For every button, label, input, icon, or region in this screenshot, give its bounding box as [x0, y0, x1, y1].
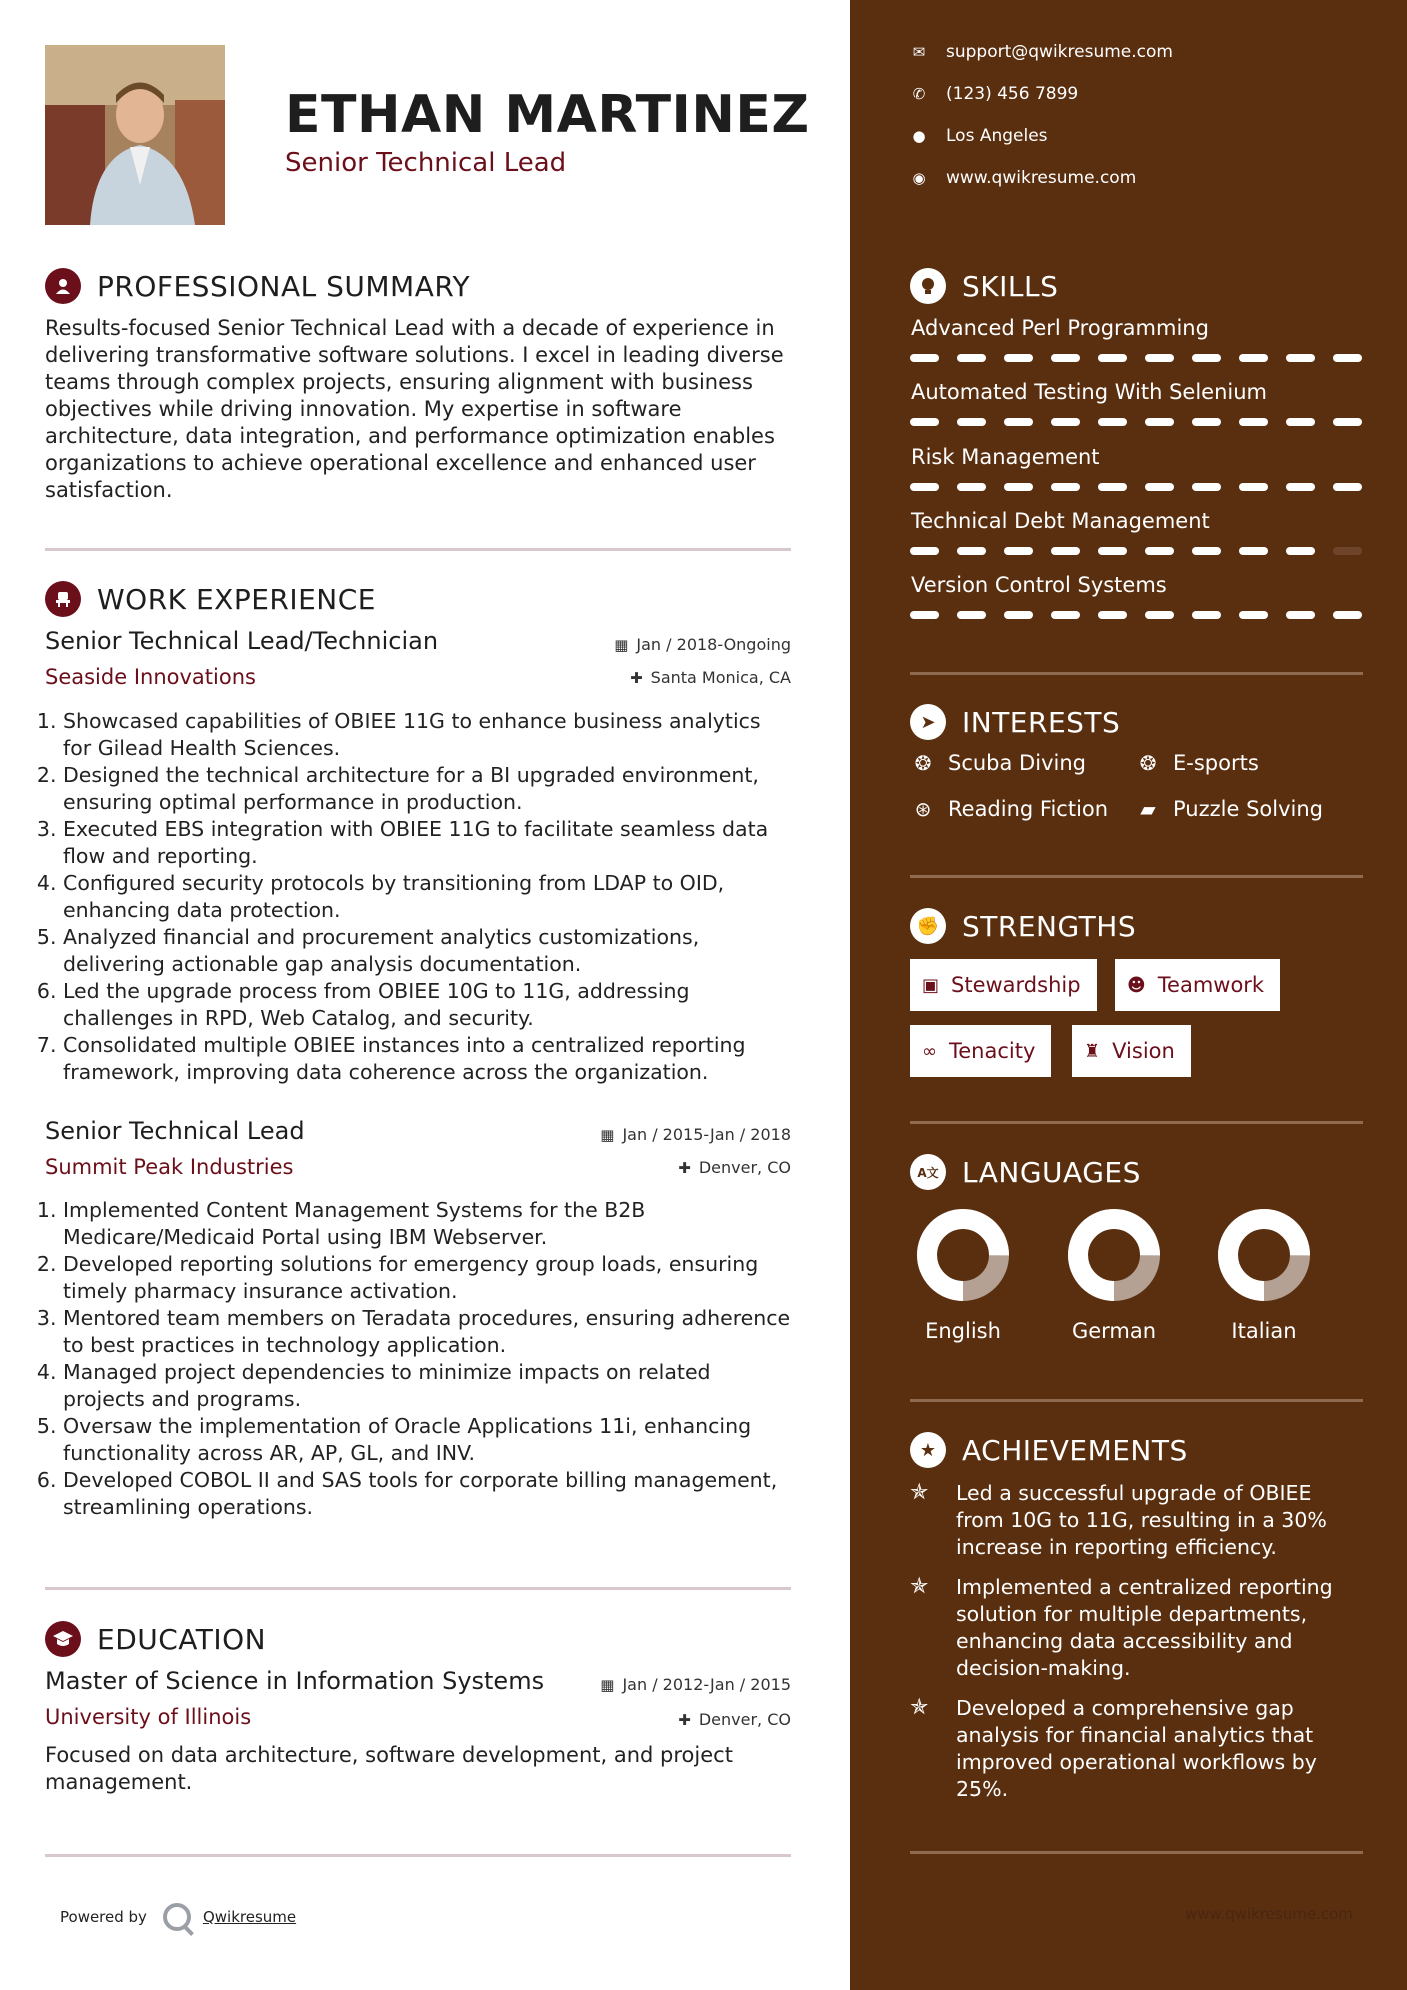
- globe-icon: ◉: [912, 169, 926, 187]
- skill-dash: [1286, 611, 1315, 619]
- skill-dash: [1145, 418, 1174, 426]
- life-ring-icon: ❂: [914, 751, 932, 775]
- strengths-heading: [910, 908, 1136, 944]
- contact-phone[interactable]: [910, 84, 1078, 104]
- skill-dash: [910, 547, 939, 555]
- achievement-item: [910, 1574, 1363, 1682]
- skill-dash: [1286, 547, 1315, 555]
- job-entry: [45, 627, 791, 689]
- divider: [910, 1851, 1363, 1854]
- binoculars-icon: ♜: [1084, 1040, 1101, 1062]
- skill-dash: [1333, 354, 1362, 362]
- skill-dash: [1192, 418, 1221, 426]
- education-location-text: Denver, CO: [698, 1710, 791, 1729]
- powered-by-label: Powered by: [60, 1908, 147, 1926]
- skill-dash: [1004, 483, 1033, 491]
- achievement-item: [910, 1480, 1363, 1561]
- contact-location-text: Los Angeles: [946, 126, 1048, 146]
- skill-dash: [1192, 354, 1221, 362]
- skill-dash: [1333, 483, 1362, 491]
- section-title: EDUCATION: [97, 1622, 267, 1656]
- strength-tag: [910, 959, 1097, 1011]
- interest-item: [1135, 751, 1259, 775]
- skill-dash: [1051, 418, 1080, 426]
- skill-dash: [1333, 418, 1362, 426]
- strength-label: Tenacity: [949, 1039, 1036, 1063]
- job-date-text: Jan / 2018-Ongoing: [636, 635, 791, 654]
- job-title: Senior Technical Lead/Technician: [45, 627, 439, 655]
- paper-plane-icon: ➤: [910, 704, 946, 740]
- user-icon: [45, 268, 81, 304]
- list-item: 7. Consolidated multiple OBIEE instances into a centralized reporting framework, improving data coherence across the organization.: [63, 1032, 795, 1086]
- language-item: [1204, 1207, 1324, 1343]
- graduation-cap-icon: [45, 1621, 81, 1657]
- powered-by: [60, 1903, 296, 1931]
- skill-dash: [1239, 418, 1268, 426]
- skill-dash: [1192, 547, 1221, 555]
- divider: [910, 1399, 1363, 1402]
- language-proficiency-ring: [1066, 1207, 1162, 1303]
- summary-heading: [45, 268, 470, 304]
- skill-level-bar: [910, 418, 1362, 426]
- list-item: 3. Mentored team members on Teradata procedures, ensuring adherence to best practices in technology application.: [63, 1305, 795, 1359]
- watermark: www.qwikresume.com: [1185, 1905, 1353, 1923]
- achievement-text: Implemented a centralized reporting solution for multiple departments, enhancing data accessibility and decision-making.: [956, 1575, 1333, 1680]
- skill-dash: [1098, 483, 1127, 491]
- skill-dash: [1145, 354, 1174, 362]
- skill-name: Version Control Systems: [911, 573, 1167, 597]
- list-item: 5. Analyzed financial and procurement analytics customizations, delivering actionable gap analysis documentation.: [63, 924, 795, 978]
- skill-dash: [1333, 611, 1362, 619]
- job-company: Seaside Innovations: [45, 665, 256, 689]
- skill-level-bar: [910, 483, 1362, 491]
- skill-dash: [1286, 354, 1315, 362]
- skill-name: Automated Testing With Selenium: [911, 380, 1268, 404]
- skill-dash: [1098, 418, 1127, 426]
- languages-heading: [910, 1154, 1141, 1190]
- summary-text: Results-focused Senior Technical Lead with a decade of experience in delivering transformative software solutions. I excel in leading diverse teams through complex projects, ensuring alignment with business objectives while driving innovation. My expertise in software architecture, data integration, and performance optimization enables organizations to achieve operational excellence and enhanced user satisfaction.: [45, 316, 784, 502]
- section-title: INTERESTS: [962, 705, 1121, 739]
- job-entry: [45, 1117, 791, 1179]
- strength-tag: [910, 1025, 1051, 1077]
- contact-website-text: www.qwikresume.com: [946, 168, 1137, 188]
- list-item: 5. Oversaw the implementation of Oracle Applications 11i, enhancing functionality across AR, AP, GL, and INV.: [63, 1413, 795, 1467]
- education-date: [600, 1675, 791, 1694]
- contact-email[interactable]: [910, 42, 1173, 62]
- divider: [910, 1121, 1363, 1124]
- education-entry: [45, 1667, 791, 1729]
- divider: [910, 875, 1363, 878]
- interest-item: [1135, 797, 1323, 821]
- skill-dash: [1098, 354, 1127, 362]
- experience-heading: [45, 581, 376, 617]
- star-icon: ✯: [910, 1695, 929, 1720]
- language-item: [1054, 1207, 1174, 1343]
- skill-dash: [1145, 547, 1174, 555]
- skill-dash: [1051, 354, 1080, 362]
- skill-dash: [1051, 547, 1080, 555]
- language-name: English: [925, 1319, 1001, 1343]
- interests-heading: [910, 704, 1120, 740]
- qwikresume-logo-icon: [163, 1903, 191, 1931]
- section-title: WORK EXPERIENCE: [97, 582, 376, 616]
- skill-dash: [910, 354, 939, 362]
- achievement-item: [910, 1695, 1363, 1803]
- job-company: Summit Peak Industries: [45, 1155, 294, 1179]
- skill-dash: [1239, 483, 1268, 491]
- education-heading: [45, 1621, 266, 1657]
- education-date-text: Jan / 2012-Jan / 2015: [622, 1675, 791, 1694]
- brand-link[interactable]: Qwikresume: [202, 1908, 297, 1926]
- list-item: 6. Led the upgrade process from OBIEE 10G to 11G, addressing challenges in RPD, Web Catalog, and security.: [63, 978, 795, 1032]
- profile-photo: [45, 45, 225, 225]
- interest-label: Scuba Diving: [948, 751, 1086, 775]
- skill-dash: [1098, 547, 1127, 555]
- interest-item: [910, 751, 1086, 775]
- skill-dash: [1098, 611, 1127, 619]
- job-bullets: [45, 1197, 795, 1521]
- achievement-text: Developed a comprehensive gap analysis for financial analytics that improved operational workflows by 25%.: [956, 1696, 1317, 1801]
- divider: [45, 1587, 791, 1590]
- achievement-text: Led a successful upgrade of OBIEE from 10G to 11G, resulting in a 30% increase in reporting efficiency.: [956, 1481, 1327, 1559]
- section-title: ACHIEVEMENTS: [962, 1433, 1188, 1467]
- phone-icon: ✆: [912, 85, 926, 103]
- achievements-heading: [910, 1432, 1188, 1468]
- list-item: 6. Developed COBOL II and SAS tools for corporate billing management, streamlining operations.: [63, 1467, 795, 1521]
- map-marker-icon: ●: [912, 127, 926, 145]
- star-icon: ✯: [910, 1574, 929, 1599]
- job-date: [600, 1125, 791, 1144]
- skill-dash: [1051, 611, 1080, 619]
- section-title: SKILLS: [962, 269, 1059, 303]
- skill-dash: [1239, 547, 1268, 555]
- skill-name: Technical Debt Management: [911, 509, 1210, 533]
- pin-icon: ✚: [630, 669, 643, 687]
- book-icon: ▰: [1140, 797, 1156, 821]
- language-item: [903, 1207, 1023, 1343]
- link-icon: ∞: [922, 1040, 937, 1062]
- list-item: 4. Managed project dependencies to minimize impacts on related projects and programs.: [63, 1359, 795, 1413]
- job-title: Senior Technical Lead: [45, 1117, 305, 1145]
- star-icon: ★: [910, 1432, 946, 1468]
- pin-icon: ✚: [678, 1159, 691, 1177]
- divider: [45, 1854, 791, 1857]
- job-date-text: Jan / 2015-Jan / 2018: [622, 1125, 791, 1144]
- education-description: Focused on data architecture, software development, and project management.: [45, 1743, 733, 1794]
- skill-dash: [1004, 547, 1033, 555]
- language-proficiency-ring: [915, 1207, 1011, 1303]
- list-item: 1. Showcased capabilities of OBIEE 11G to enhance business analytics for Gilead Health Sciences.: [63, 708, 795, 762]
- skill-dash: [1333, 547, 1362, 555]
- skill-dash: [1286, 418, 1315, 426]
- strength-label: Vision: [1112, 1039, 1175, 1063]
- skill-dash: [1192, 611, 1221, 619]
- strength-tag: [1115, 959, 1280, 1011]
- skill-dash: [1051, 483, 1080, 491]
- section-title: STRENGTHS: [962, 909, 1137, 943]
- interest-item: [910, 797, 1108, 821]
- list-item: 4. Configured security protocols by transitioning from LDAP to OID, enhancing data protection.: [63, 870, 795, 924]
- language-proficiency-ring: [1216, 1207, 1312, 1303]
- job-location: [678, 1158, 791, 1177]
- list-item: 1. Implemented Content Management Systems for the B2B Medicare/Medicaid Portal using IBM Webserver.: [63, 1197, 795, 1251]
- life-ring-icon: ❂: [1139, 751, 1157, 775]
- skill-dash: [957, 418, 986, 426]
- skill-dash: [1004, 418, 1033, 426]
- gamepad-icon: ⊛: [914, 797, 932, 821]
- skill-level-bar: [910, 547, 1362, 555]
- strength-label: Teamwork: [1157, 973, 1265, 997]
- skill-dash: [1192, 483, 1221, 491]
- divider: [45, 548, 791, 551]
- envelope-icon: ✉: [912, 43, 926, 61]
- contact-website[interactable]: [910, 168, 1136, 188]
- skill-dash: [1239, 611, 1268, 619]
- interest-label: E-sports: [1173, 751, 1259, 775]
- language-name: Italian: [1231, 1319, 1297, 1343]
- skill-dash: [910, 611, 939, 619]
- skill-dash: [1145, 611, 1174, 619]
- skill-name: Advanced Perl Programming: [911, 316, 1209, 340]
- language-name: German: [1071, 1319, 1157, 1343]
- skill-level-bar: [910, 611, 1362, 619]
- skill-level-bar: [910, 354, 1362, 362]
- skill-dash: [910, 483, 939, 491]
- skill-dash: [957, 354, 986, 362]
- skill-dash: [957, 611, 986, 619]
- skill-dash: [1239, 354, 1268, 362]
- skill-dash: [1286, 483, 1315, 491]
- skill-dash: [910, 418, 939, 426]
- skill-dash: [1145, 483, 1174, 491]
- chair-icon: [45, 581, 81, 617]
- calendar-icon: ▦: [600, 1126, 615, 1144]
- skills-heading: [910, 268, 1058, 304]
- job-location-text: Denver, CO: [698, 1158, 791, 1177]
- skill-dash: [957, 547, 986, 555]
- divider: [910, 672, 1363, 675]
- job-location: [630, 668, 791, 687]
- briefcase-icon: ▣: [922, 974, 940, 996]
- degree-title: Master of Science in Information Systems: [45, 1667, 545, 1695]
- list-item: 2. Designed the technical architecture for a BI upgraded environment, ensuring optimal performance in production.: [63, 762, 795, 816]
- list-item: 2. Developed reporting solutions for emergency group loads, ensuring timely pharmacy insurance activation.: [63, 1251, 795, 1305]
- section-title: LANGUAGES: [962, 1155, 1141, 1189]
- job-location-text: Santa Monica, CA: [650, 668, 791, 687]
- section-title: PROFESSIONAL SUMMARY: [97, 269, 471, 303]
- calendar-icon: ▦: [600, 1676, 615, 1694]
- contact-phone-text: (123) 456 7899: [946, 84, 1079, 104]
- candidate-name: ETHAN MARTINEZ: [285, 85, 810, 145]
- strength-tag: [1072, 1025, 1191, 1077]
- school-name: University of Illinois: [45, 1705, 252, 1729]
- list-item: 3. Executed EBS integration with OBIEE 11G to facilitate seamless data flow and reporting.: [63, 816, 795, 870]
- job-date: [614, 635, 791, 654]
- star-icon: ✯: [910, 1480, 929, 1505]
- skill-dash: [1004, 354, 1033, 362]
- calendar-icon: ▦: [614, 636, 629, 654]
- contact-location: [910, 126, 1048, 146]
- contact-email-text: support@qwikresume.com: [946, 42, 1173, 62]
- skill-dash: [1004, 611, 1033, 619]
- strength-label: Stewardship: [951, 973, 1081, 997]
- education-location: [678, 1710, 791, 1729]
- skill-name: Risk Management: [911, 445, 1100, 469]
- fist-icon: ✊: [910, 908, 946, 944]
- job-bullets: [45, 708, 795, 1086]
- users-icon: ☻: [1127, 974, 1146, 996]
- candidate-title: Senior Technical Lead: [285, 148, 567, 178]
- interest-label: Puzzle Solving: [1173, 797, 1323, 821]
- interest-label: Reading Fiction: [948, 797, 1109, 821]
- pin-icon: ✚: [678, 1711, 691, 1729]
- language-icon: A文: [910, 1154, 946, 1190]
- lightbulb-icon: [910, 268, 946, 304]
- skill-dash: [957, 483, 986, 491]
